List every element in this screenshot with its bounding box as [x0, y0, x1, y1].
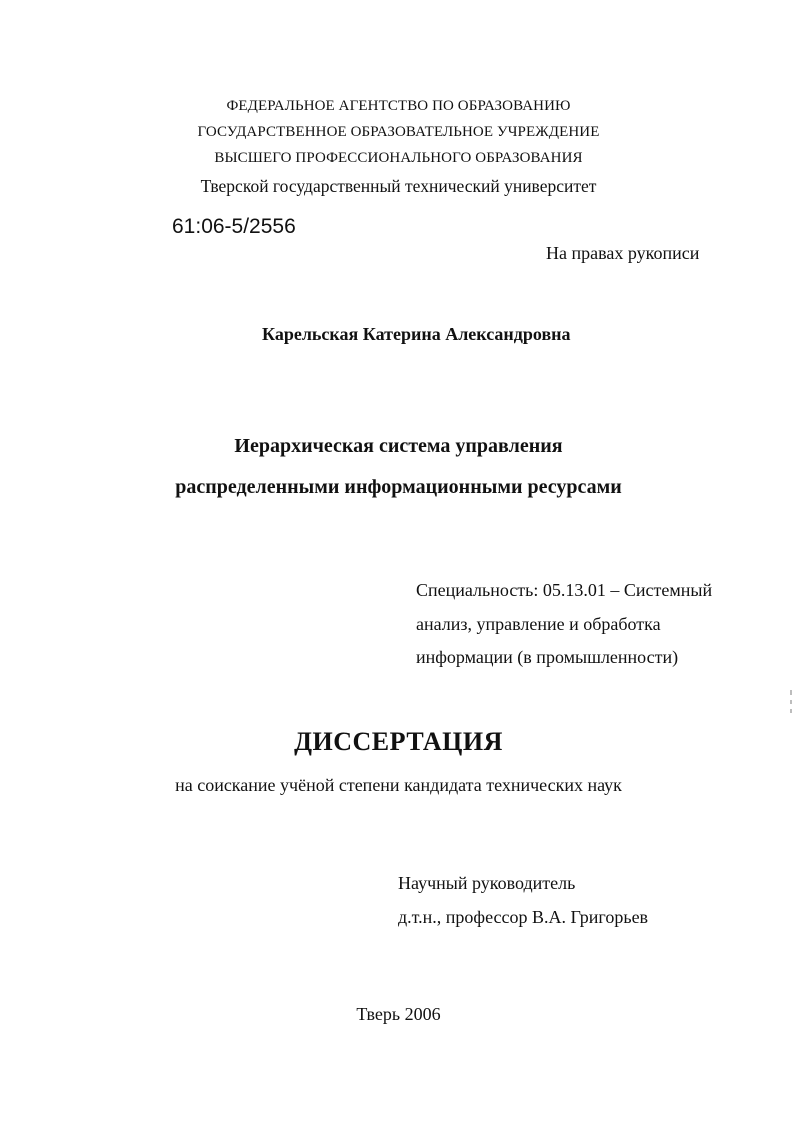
- degree-line: на соискание учёной степени кандидата технических наук: [175, 775, 622, 795]
- specialty-line-1: Специальность: 05.13.01 – Системный: [416, 580, 713, 600]
- agency-line: ФЕДЕРАЛЬНОЕ АГЕНТСТВО ПО ОБРАЗОВАНИЮ: [226, 98, 571, 114]
- supervisor-role: Научный руководитель: [398, 873, 576, 893]
- place-year: Тверь 2006: [356, 1004, 441, 1024]
- rights-note: На правах рукописи: [546, 243, 700, 263]
- scan-edge-mark: [790, 690, 792, 695]
- university-name: Тверской государственный технический университет: [200, 176, 597, 196]
- supervisor-name: д.т.н., профессор В.А. Григорьев: [398, 907, 649, 927]
- institution-type-line: ГОСУДАРСТВЕННОЕ ОБРАЗОВАТЕЛЬНОЕ УЧРЕЖДЕНИЕ: [197, 124, 600, 140]
- specialty-line-2: анализ, управление и обработка: [416, 614, 661, 634]
- title-line-2: распределенными информационными ресурсами: [175, 476, 622, 498]
- title-line-1: Иерархическая система управления: [234, 435, 563, 457]
- scan-edge-mark: [790, 709, 792, 713]
- author-name: Карельская Катерина Александровна: [262, 324, 571, 344]
- document-type: ДИССЕРТАЦИЯ: [294, 727, 503, 756]
- specialty-line-3: информации (в промышленности): [416, 647, 679, 667]
- catalog-number: 61:06-5/2556: [172, 215, 296, 238]
- scan-edge-mark: [790, 700, 792, 704]
- education-level-line: ВЫСШЕГО ПРОФЕССИОНАЛЬНОГО ОБРАЗОВАНИЯ: [214, 150, 583, 166]
